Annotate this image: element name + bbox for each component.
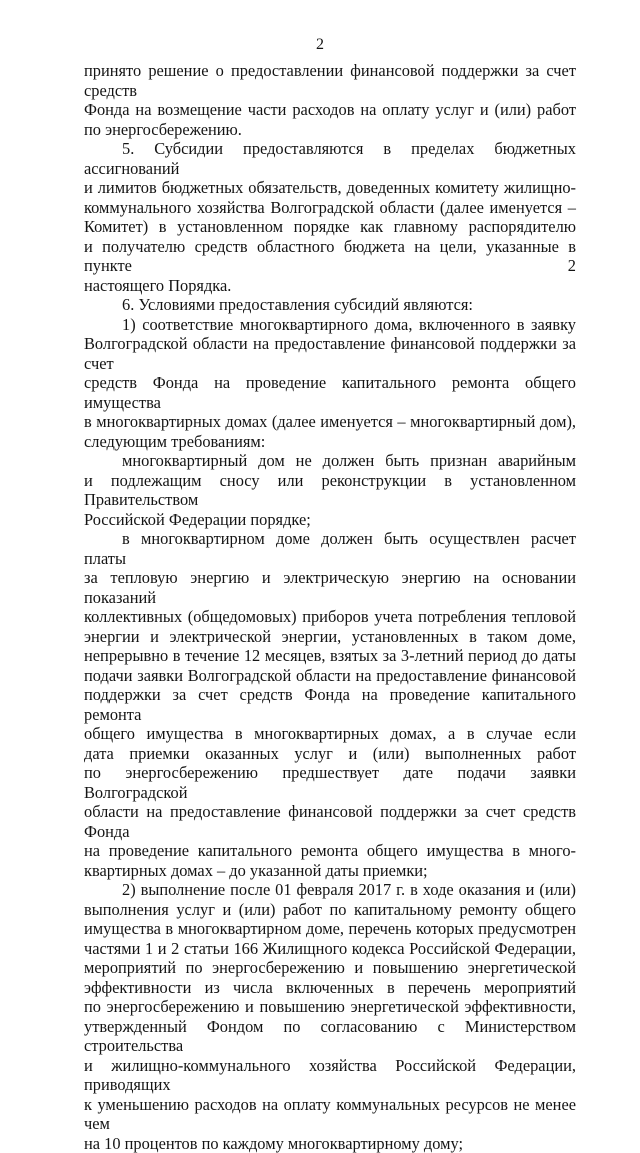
text-line: коммунального хозяйства Волгоградской области (далее именуется – bbox=[84, 198, 576, 218]
text-line: следующим требованиям: bbox=[84, 432, 576, 452]
text-line: к уменьшению расходов на оплату коммунальных ресурсов не менее чем bbox=[84, 1095, 576, 1134]
text-line: имущества в многоквартирном доме, перечень которых предусмотрен bbox=[84, 919, 576, 939]
text-line: и лимитов бюджетных обязательств, доведенных комитету жилищно- bbox=[84, 178, 576, 198]
text-line: Российской Федерации порядке; bbox=[84, 510, 576, 530]
text-line: поддержки за счет средств Фонда на проведение капитального ремонта bbox=[84, 685, 576, 724]
text-line: в многоквартирных домах (далее именуется – многоквартирный дом), bbox=[84, 412, 576, 432]
text-line: общего имущества в многоквартирных домах, а в случае если bbox=[84, 724, 576, 744]
text-line: 2) выполнение после 01 февраля 2017 г. в ходе оказания и (или) bbox=[84, 880, 576, 900]
paragraph-p-intro bbox=[84, 61, 576, 139]
text-line: квартирных домах – до указанной даты приемки; bbox=[84, 861, 576, 881]
paragraph-p-req-2 bbox=[84, 529, 576, 880]
paragraph-p-6 bbox=[84, 295, 576, 315]
text-line: за тепловую энергию и электрическую энергию на основании показаний bbox=[84, 568, 576, 607]
text-line: многоквартирный дом не должен быть признан аварийным bbox=[84, 451, 576, 471]
text-line: и получателю средств областного бюджета на цели, указанные в пункте 2 bbox=[84, 237, 576, 276]
text-line: 6. Условиями предоставления субсидий являются: bbox=[84, 295, 576, 315]
text-line: непрерывно в течение 12 месяцев, взятых за 3-летний период до даты bbox=[84, 646, 576, 666]
text-line: на 10 процентов по каждому многоквартирному дому; bbox=[84, 1134, 576, 1153]
text-line: утвержденный Фондом по согласованию с Министерством строительства bbox=[84, 1017, 576, 1056]
paragraph-p-req-1 bbox=[84, 451, 576, 529]
document-body bbox=[84, 61, 576, 1153]
paragraph-p-6-1 bbox=[84, 315, 576, 452]
text-line: принято решение о предоставлении финансовой поддержки за счет средств bbox=[84, 61, 576, 100]
text-line: выполнения услуг и (или) работ по капитальному ремонту общего bbox=[84, 900, 576, 920]
text-line: настоящего Порядка. bbox=[84, 276, 576, 296]
text-line: коллективных (общедомовых) приборов учета потребления тепловой bbox=[84, 607, 576, 627]
text-line: эффективности из числа включенных в перечень мероприятий bbox=[84, 978, 576, 998]
text-line: 1) соответствие многоквартирного дома, включенного в заявку bbox=[84, 315, 576, 335]
page-number: 2 bbox=[0, 36, 640, 54]
text-line: по энергосбережению. bbox=[84, 120, 576, 140]
text-line: частями 1 и 2 статьи 166 Жилищного кодекса Российской Федерации, bbox=[84, 939, 576, 959]
text-line: энергии и электрической энергии, установленных в таком доме, bbox=[84, 627, 576, 647]
text-line: мероприятий по энергосбережению и повышению энергетической bbox=[84, 958, 576, 978]
text-line: в многоквартирном доме должен быть осуществлен расчет платы bbox=[84, 529, 576, 568]
text-line: области на предоставление финансовой поддержки за счет средств Фонда bbox=[84, 802, 576, 841]
text-line: Волгоградской области на предоставление финансовой поддержки за счет bbox=[84, 334, 576, 373]
text-line: и подлежащим сносу или реконструкции в установленном Правительством bbox=[84, 471, 576, 510]
text-line: 5. Субсидии предоставляются в пределах бюджетных ассигнований bbox=[84, 139, 576, 178]
text-line: средств Фонда на проведение капитального ремонта общего имущества bbox=[84, 373, 576, 412]
text-line: Фонда на возмещение части расходов на оплату услуг и (или) работ bbox=[84, 100, 576, 120]
text-line: Комитет) в установленном порядке как главному распорядителю bbox=[84, 217, 576, 237]
text-line: подачи заявки Волгоградской области на предоставление финансовой bbox=[84, 666, 576, 686]
text-line: по энергосбережению предшествует дате подачи заявки Волгоградской bbox=[84, 763, 576, 802]
paragraph-p-5 bbox=[84, 139, 576, 295]
paragraph-p-6-2 bbox=[84, 880, 576, 1153]
text-line: и жилищно-коммунального хозяйства Российской Федерации, приводящих bbox=[84, 1056, 576, 1095]
text-line: на проведение капитального ремонта общего имущества в много- bbox=[84, 841, 576, 861]
text-line: дата приемки оказанных услуг и (или) выполненных работ bbox=[84, 744, 576, 764]
text-line: по энергосбережению и повышению энергетической эффективности, bbox=[84, 997, 576, 1017]
